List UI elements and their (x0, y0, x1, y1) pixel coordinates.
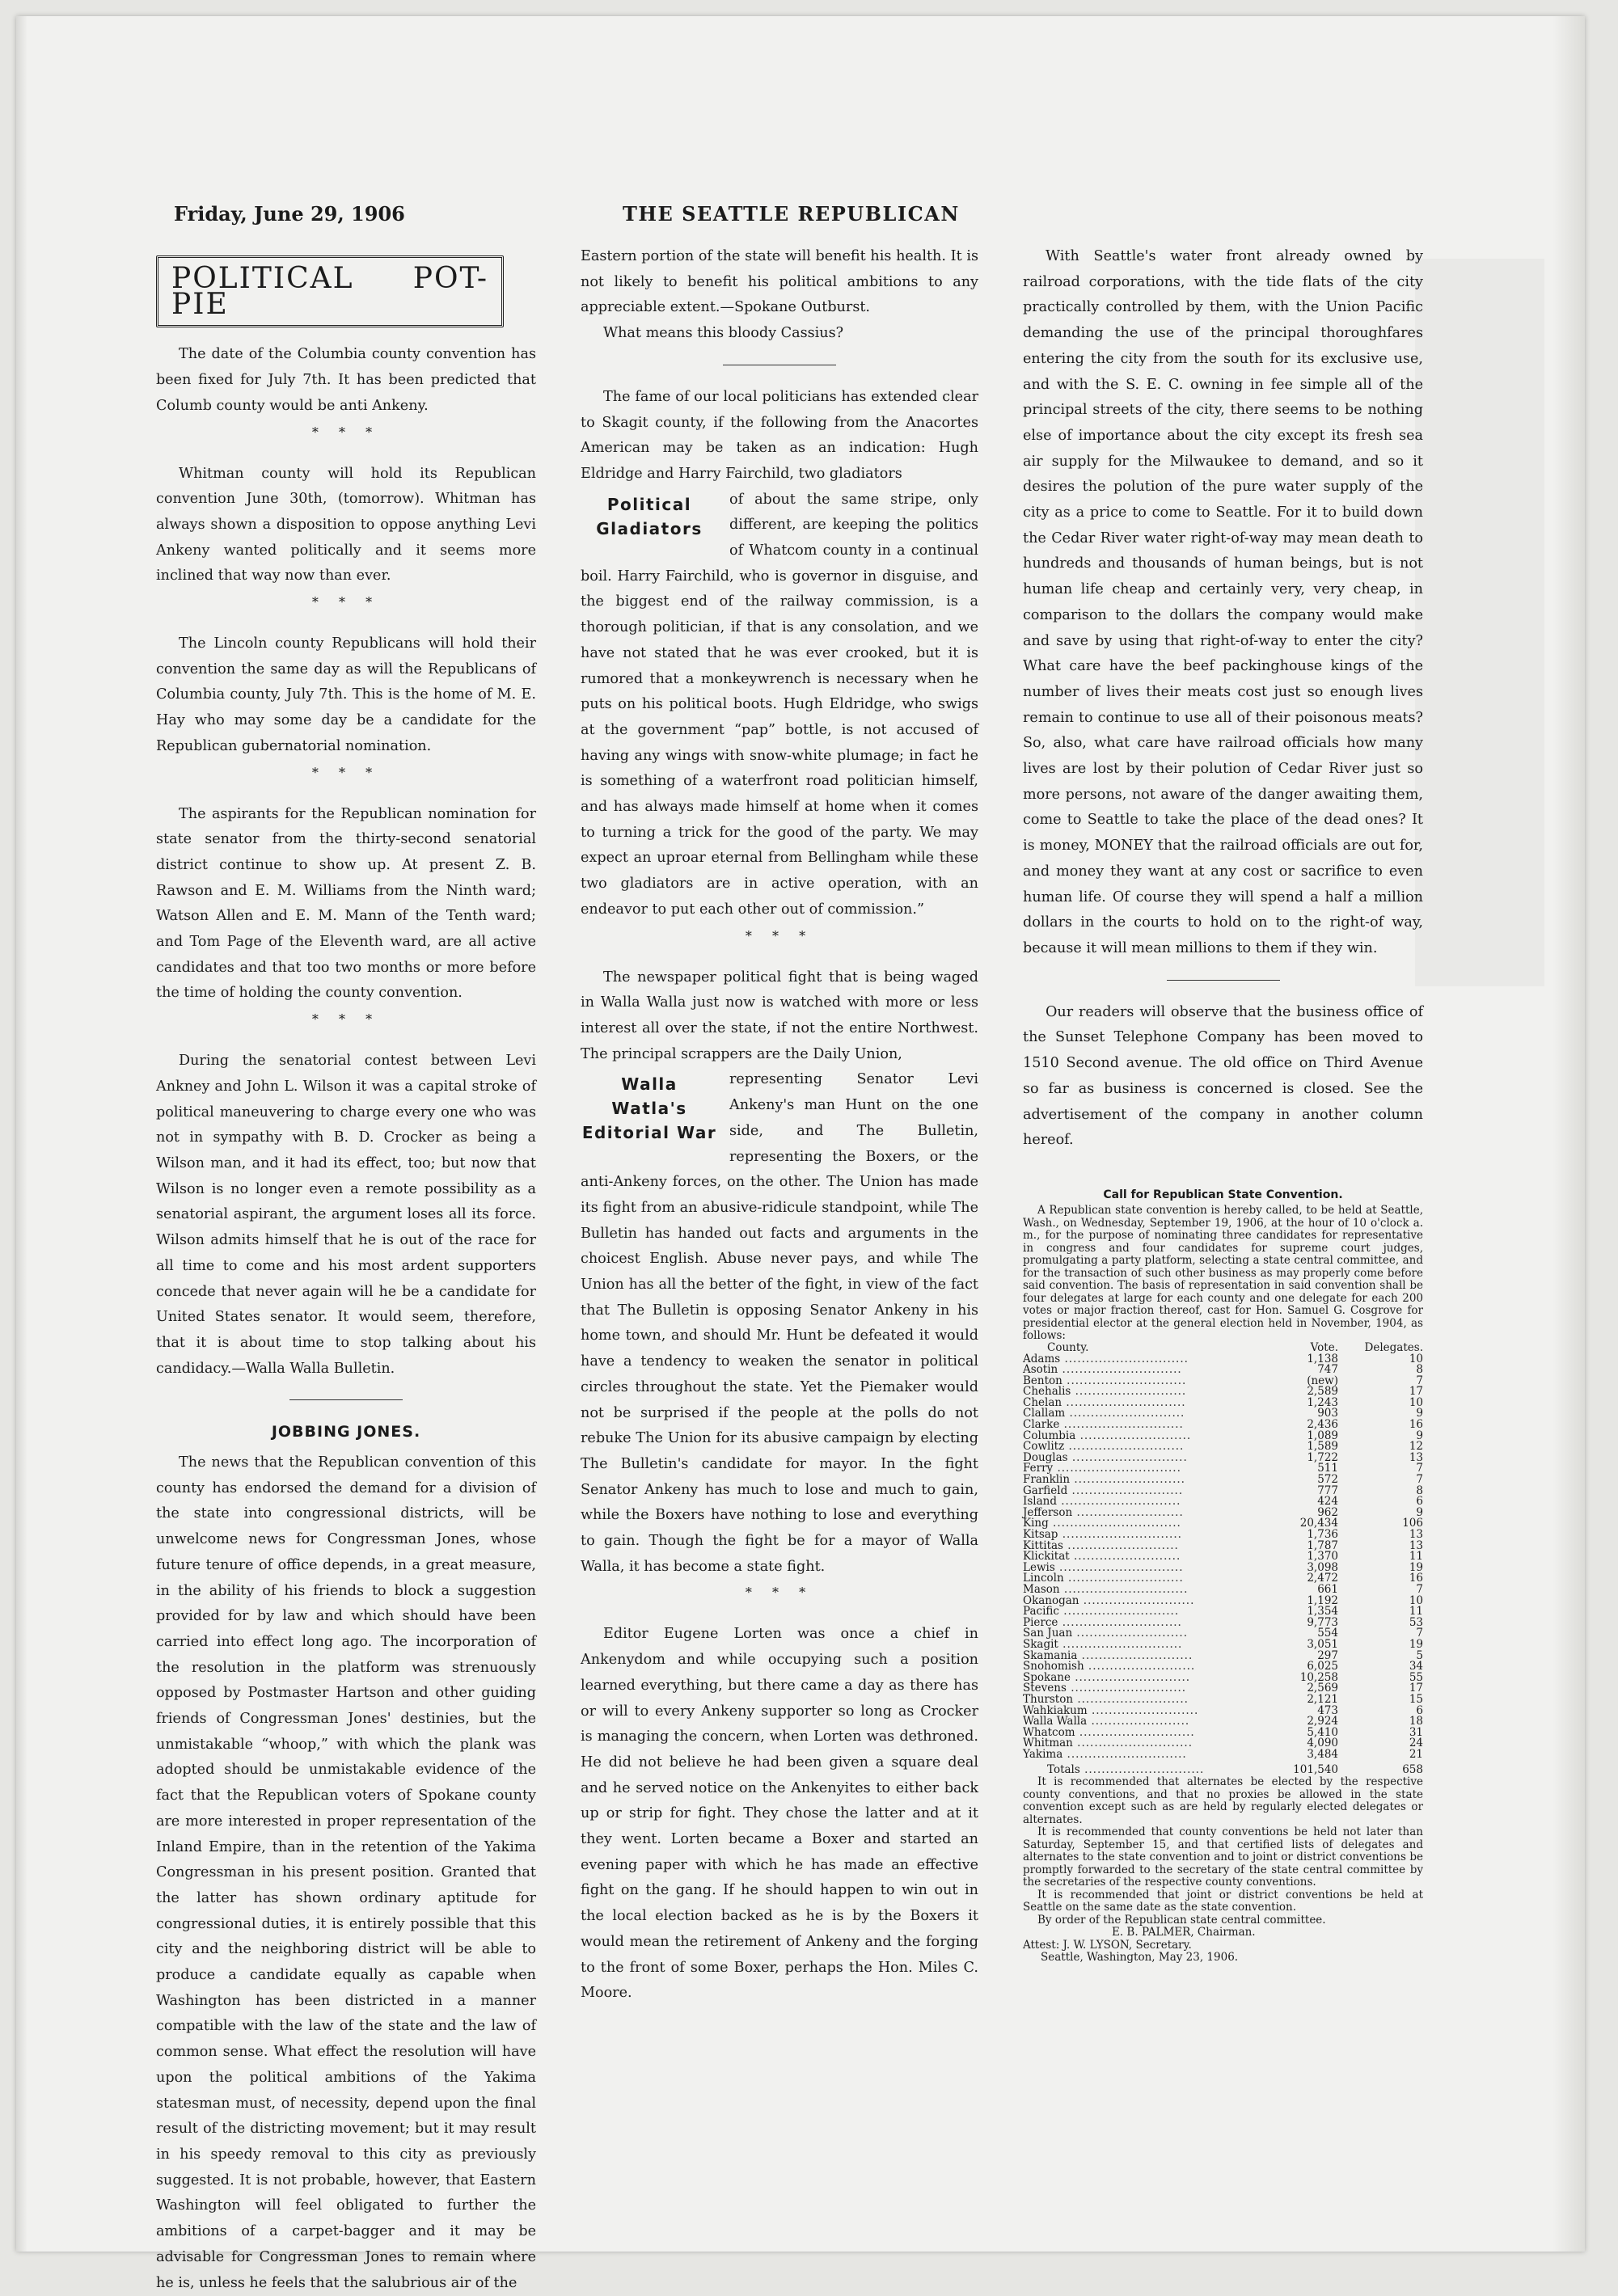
dot-leader: ......................... (1087, 1703, 1199, 1717)
county-name: Columbia .......................... (1023, 1429, 1192, 1442)
dot-leader: ............................ (1058, 1363, 1182, 1377)
county-delegates: 7 (1416, 1473, 1423, 1487)
county-vote: 297 (1317, 1648, 1338, 1662)
county-delegates: 31 (1409, 1725, 1423, 1739)
section-rule (1167, 980, 1280, 981)
county-name: Mason ............................. (1023, 1582, 1189, 1596)
dot-leader: .......................... (1071, 1385, 1187, 1399)
county-delegates: 10 (1409, 1352, 1423, 1365)
page-edge-shadow (1553, 16, 1585, 2252)
dot-leader: .......................... (1075, 1429, 1192, 1442)
county-name: Thurston .......................... (1023, 1692, 1189, 1706)
dot-leader: .......................... (1079, 1593, 1195, 1607)
county-name: King .............................. (1023, 1517, 1181, 1530)
article-paragraph: The fame of our local politicians has extended clear to Skagit county, if the following from the Anacortes American may be taken as an indication: Hugh Eldridge and Harry Fairchild, two gladiators (581, 388, 978, 482)
totals-label: Totals ............................ (1047, 1763, 1205, 1777)
county-delegates: 7 (1416, 1582, 1423, 1596)
county-name: Garfield .......................... (1023, 1484, 1184, 1497)
county-name: Skagit ............................ (1023, 1637, 1183, 1651)
dot-leader: ............................ (1062, 1747, 1187, 1761)
column-header: Delegates. (1364, 1340, 1423, 1354)
county-delegates: 15 (1409, 1692, 1423, 1706)
separator-stars: * * * (311, 1011, 381, 1028)
county-name: Lincoln ........................... (1023, 1572, 1184, 1585)
dot-leader: ............................ (1058, 1637, 1183, 1651)
dot-leader: ............................. (1059, 1582, 1189, 1596)
dot-leader: .......................... (1067, 1484, 1184, 1497)
county-name: Wahkiakum ......................... (1023, 1703, 1199, 1717)
dot-leader: ......................... (1069, 1550, 1181, 1564)
article-paragraph: The news that the Republican convention of this county has endorsed the demand for a division of the state into congressional districts, will be unwelcome news for Congressman Jones, whose future tenure of office depends, in a great measure, in the ability of his friends to block a suggestion provided for by law and which should have been carried into effect long ago. The incorporation of the resolution in the platform was strenuously opposed by Postmaster Hartson and other guiding friends of Congressman Jones' destinies, but the unmistakable “whoop,” with which the plank was adopted should be unmistakable evidence of the fact that the Republican voters of Spokane county are more interested in proper representation of the Inland Empire, than in the retention of the Yakima Congressman in his present position. Granted that the latter has shown ordinary aptitude for congressional duties, it is entirely possible that this city and the neighboring district will be able to produce a candidate equally as capable when Washington has been districted in a manner compatible with the law of the state and the law of common sense. What effect the resolution will have upon the political ambitions of the Yakima statesman must, of necessity, depend upon the final result of the districting movement; but it may result in his speedy removal to this city as previously suggested. It is not probable, however, that Eastern Washington will feel obligated to further the ambitions of a carpet-bagger and it may be advisable for Congressman Jones to remain where he is, unless he feels that the salubrious air of the (156, 1454, 536, 2291)
county-vote: 1,736 (1307, 1528, 1338, 1541)
county-name: Chehalis .......................... (1023, 1385, 1187, 1399)
dot-leader: ....................... (1087, 1715, 1190, 1728)
county-delegates: 7 (1416, 1462, 1423, 1475)
article-paragraph: Editor Eugene Lorten was once a chief in Ankenydom and while occupying such a position learned everything, but there came a day as there has or will to every Ankeny supporter so long as Crocker is managing the concern, when Lorten was dethroned. He did not believe he had been given a square deal and he served notice on the Ankenyites to either back up or strip for fight. They chose the latter and at it they went. Lorten became a Boxer and started an evening paper with which he has made an effective fight on the gang. If he should happen to win out in the local election backed as he is by the Boxers it would mean the retirement of Ankeny and the forging to the front of some Boxer, perhaps the Hon. Miles C. Moore. (581, 1626, 978, 2002)
table-row (1023, 1749, 1423, 1761)
county-delegates: 19 (1409, 1637, 1423, 1651)
column-header: County. (1047, 1340, 1089, 1354)
delegates-table (1023, 1340, 1423, 1761)
dot-leader: ............................ (1059, 1418, 1184, 1432)
county-delegates: 13 (1409, 1450, 1423, 1464)
article-paragraph: With Seattle's water front already owned by railroad corporations, with the tide flats of the city practically controlled by them, with the Union Pacific demanding the use of the principal thoroughfares entering the city from the south for its exclusive use, and with the S. E. C. owning in fee simple all of the principal streets of the city, there seems to be nothing else of importance about the city except its fresh sea air supply for the Milwaukee to demand, and so it desires the polution of the pure water supply of the city as a price to come to Seattle. For it to build down the Cedar River water right-of-way may mean death to hundreds and thousands of human beings, but is not human life cheap and certainly very, very cheap, in comparison to the dollars the company would make and save by using that right-of-way to enter the city? What care have the beef packinghouse kings of the number of lives their meats cost just so enough lives remain to continue to use all of their poisonous meats? So, also, what care have railroad officials how many lives are lost by their polution of Cedar River just so more persons, not aware of the danger awaiting them, come to Seattle to take the place of the dead ones? It is money, MONEY that the railroad officials are out for, and money they want at any cost or sacrifice to even human life. Of course they will spend a half a million dollars in the courts to hold on to the right-of way, because it will mean millions to them if they win. (1023, 248, 1423, 956)
convention-call-paragraph: It is recommended that county conventions be held not later than Saturday, September 15, and that certified lists of delegates and alternates to the state convention and to joint or district conventions be promptly forwarded to the secretary of the state central committee by the secretaries of the respective county conventions. (1023, 1825, 1423, 1889)
totals-delegates: 658 (1402, 1763, 1423, 1777)
county-name: Clallam ........................... (1023, 1407, 1185, 1420)
side-headline-gladiators (581, 492, 718, 541)
county-delegates: 13 (1409, 1538, 1423, 1552)
county-vote: 3,484 (1307, 1747, 1338, 1761)
county-name: Island ............................ (1023, 1495, 1181, 1509)
county-name: Whatcom ........................... (1023, 1725, 1195, 1739)
dot-leader: ........................... (1064, 1440, 1185, 1454)
county-delegates: 11 (1409, 1550, 1423, 1564)
column-1 (156, 244, 536, 2296)
dot-leader: ........................... (1075, 1725, 1195, 1739)
county-vote: 10,258 (1299, 1670, 1338, 1684)
county-delegates: 24 (1409, 1737, 1423, 1750)
separator-stars: * * * (745, 927, 814, 943)
county-vote: 4,090 (1307, 1737, 1338, 1750)
county-vote: 2,569 (1307, 1682, 1338, 1695)
county-name: Cowlitz ........................... (1023, 1440, 1185, 1454)
article-paragraph: Eastern portion of the state will benefit his health. It is not likely to benefit his political ambitions to any appreciable extent.—Spokane Outburst. (581, 248, 978, 316)
dot-leader: ............................ (1062, 1374, 1187, 1387)
county-name: Benton ............................ (1023, 1374, 1187, 1387)
dot-leader: ........................... (1065, 1407, 1185, 1420)
county-vote: 424 (1317, 1495, 1338, 1509)
side-headline-line: Gladiators (596, 518, 703, 538)
dot-leader: ........................... (1063, 1572, 1184, 1585)
county-vote: 903 (1317, 1407, 1338, 1420)
county-name: Pacific ........................... (1023, 1605, 1180, 1619)
county-vote: 554 (1317, 1627, 1338, 1640)
dot-leader: ........................... (1072, 1737, 1193, 1750)
county-name: Yakima ............................ (1023, 1747, 1187, 1761)
totals-table (1023, 1765, 1423, 1776)
county-name: Spokane ........................... (1023, 1670, 1191, 1684)
county-vote: 1,722 (1307, 1450, 1338, 1464)
county-delegates: 53 (1409, 1615, 1423, 1629)
county-vote: 1,243 (1307, 1395, 1338, 1409)
county-name: Kittitas .......................... (1023, 1538, 1179, 1552)
county-delegates: 11 (1409, 1605, 1423, 1619)
county-vote: 511 (1317, 1462, 1338, 1475)
county-delegates: 17 (1409, 1385, 1423, 1399)
convention-call (1023, 1189, 1423, 1965)
county-vote: 2,472 (1307, 1572, 1338, 1585)
side-headline-line: Political (606, 494, 692, 514)
county-name: San Juan .......................... (1023, 1627, 1189, 1640)
article-paragraph: The Lincoln county Republicans will hold their convention the same day as will the Republicans of Columbia county, July 7th. This is the home of M. E. Hay who may some day be a candidate for the Republican gubernatorial nomination. (156, 635, 536, 754)
dot-leader: ........................... (1066, 1682, 1187, 1695)
county-delegates: 8 (1416, 1363, 1423, 1377)
delegates-table-body (1023, 1354, 1423, 1761)
county-delegates: 5 (1416, 1648, 1423, 1662)
convention-call-paragraph: By order of the Republican state central committee. (1037, 1913, 1326, 1927)
article-paragraph: Whitman county will hold its Republican convention June 30th, (tomorrow). Whitman has always shown a disposition to oppose anything Levi Ankeny wanted politically and it seems more inclined that way now than ever. (156, 465, 536, 585)
dot-leader: .............................. (1048, 1517, 1181, 1530)
county-delegates: 10 (1409, 1395, 1423, 1409)
county-name: Okanogan .......................... (1023, 1593, 1195, 1607)
article-paragraph: During the senatorial contest between Levi Ankney and John L. Wilson it was a capital stroke of political maneuvering to charge every one who was not in sympathy with B. D. Crocker as being a Wilson man, and it had its effect, too; but now that Wilson is no longer even a remote possibility as a senatorial aspirant, the argument loses all its force. Wilson admits himself that he is out of the race for all time to come and his most ardent supporters concede that never again will he be a candidate for United States senator. It would seem, therefore, that it is about time to stop talking about his candidacy.—Walla Walla Bulletin. (156, 1053, 536, 1377)
section-rule (289, 1399, 403, 1400)
dot-leader: .......................... (1072, 1627, 1189, 1640)
county-delegates: 7 (1416, 1374, 1423, 1387)
county-vote: 2,121 (1307, 1692, 1338, 1706)
convention-call-headline: Call for Republican State Convention. (1103, 1188, 1343, 1201)
article-paragraph: The date of the Columbia county convention has been fixed for July 7th. It has been predicted that Columb county would be anti Ankeny. (156, 346, 536, 414)
totals-row (1023, 1765, 1423, 1776)
county-delegates: 6 (1416, 1495, 1423, 1509)
county-delegates: 17 (1409, 1682, 1423, 1695)
county-name: Whitman ........................... (1023, 1737, 1193, 1750)
county-vote: 6,025 (1307, 1660, 1338, 1673)
article-paragraph: The newspaper political fight that is being waged in Walla Walla just now is watched with more or less interest all over the state, if not the entire Northwest. The principal scrappers are the Daily Union, (581, 969, 978, 1062)
dot-leader: ............................ (1058, 1528, 1182, 1541)
county-name: Lewis ............................. (1023, 1560, 1184, 1574)
county-delegates: 106 (1402, 1517, 1423, 1530)
county-vote: (new) (1307, 1374, 1338, 1387)
column-2 (581, 244, 978, 2007)
county-vote: 2,589 (1307, 1385, 1338, 1399)
county-name: Klickitat ......................... (1023, 1550, 1181, 1564)
county-vote: 2,924 (1307, 1715, 1338, 1728)
side-headline-line: Editorial War (581, 1123, 717, 1143)
county-name: Clarke ............................ (1023, 1418, 1184, 1432)
county-delegates: 6 (1416, 1703, 1423, 1717)
article-headline: JOBBING JONES. (271, 1423, 421, 1441)
county-vote: 1,089 (1307, 1429, 1338, 1442)
county-delegates: 55 (1409, 1670, 1423, 1684)
side-headline-line: Walla Watla's (611, 1074, 687, 1119)
county-vote: 1,138 (1307, 1352, 1338, 1365)
county-delegates: 7 (1416, 1627, 1423, 1640)
county-delegates: 21 (1409, 1747, 1423, 1761)
county-vote: 777 (1317, 1484, 1338, 1497)
county-vote: 1,589 (1307, 1440, 1338, 1454)
county-delegates: 9 (1416, 1407, 1423, 1420)
newspaper-name: THE SEATTLE REPUBLICAN (623, 202, 960, 226)
dot-leader: .......................... (1073, 1692, 1189, 1706)
county-name: Jefferson ......................... (1023, 1505, 1184, 1519)
county-delegates: 18 (1409, 1715, 1423, 1728)
dot-leader: ............................. (1054, 1560, 1184, 1574)
dot-leader: .......................... (1077, 1648, 1193, 1662)
county-delegates: 12 (1409, 1440, 1423, 1454)
dot-leader: ............................. (1060, 1352, 1189, 1365)
dot-leader: ........................... (1070, 1670, 1191, 1684)
county-delegates: 8 (1416, 1484, 1423, 1497)
dot-leader: ............................ (1079, 1763, 1205, 1777)
county-delegates: 16 (1409, 1418, 1423, 1432)
county-vote: 3,098 (1307, 1560, 1338, 1574)
dot-leader: ........................... (1067, 1450, 1188, 1464)
dot-leader: ............................ (1062, 1395, 1186, 1409)
county-vote: 1,354 (1307, 1605, 1338, 1619)
dot-leader: ........................... (1058, 1605, 1180, 1619)
county-name: Pierce ............................ (1023, 1615, 1182, 1629)
county-delegates: 10 (1409, 1593, 1423, 1607)
bleed-through-smudge (1415, 259, 1544, 986)
county-name: Snohomish ......................... (1023, 1660, 1196, 1673)
issue-date: Friday, June 29, 1906 (174, 202, 405, 226)
dot-leader: .......................... (1062, 1538, 1179, 1552)
dot-leader: .......................... (1070, 1473, 1185, 1487)
dot-leader: ............................. (1053, 1462, 1181, 1475)
article-paragraph: The aspirants for the Republican nomination for state senator from the thirty-second senatorial district continue to show up. At present Z. B. Rawson and E. M. Williams from the Ninth ward; Watson Allen and E. M. Mann of the Tenth ward; and Tom Page of the Eleventh ward, are all active candidates and that too two months or more before the time of holding the county convention. (156, 805, 536, 1002)
county-delegates: 9 (1416, 1429, 1423, 1442)
county-delegates: 16 (1409, 1572, 1423, 1585)
county-name: Ferry ............................. (1023, 1462, 1181, 1475)
county-name: Franklin .......................... (1023, 1473, 1185, 1487)
county-delegates: 9 (1416, 1505, 1423, 1519)
county-vote: 1,192 (1307, 1593, 1338, 1607)
county-name: Douglas ........................... (1023, 1450, 1188, 1464)
article-paragraph: Our readers will observe that the business office of the Sunset Telephone Company has been moved to 1510 Second avenue. The old office on Third Avenue so far as business is concerned is closed. See the advertisement of the company in another column hereof. (1023, 1003, 1423, 1149)
county-vote: 1,370 (1307, 1550, 1338, 1564)
county-vote: 747 (1317, 1363, 1338, 1377)
county-name: Kitsap ............................ (1023, 1528, 1182, 1541)
section-title: POLITICAL POT-PIE (156, 255, 504, 327)
county-delegates: 19 (1409, 1560, 1423, 1574)
separator-stars: * * * (745, 1585, 814, 1601)
county-delegates: 13 (1409, 1528, 1423, 1541)
dot-leader: ......................... (1072, 1505, 1184, 1519)
county-vote: 2,436 (1307, 1418, 1338, 1432)
county-name: Skamania .......................... (1023, 1648, 1193, 1662)
signature-place-date: Seattle, Washington, May 23, 1906. (1041, 1951, 1239, 1965)
dot-leader: ............................ (1058, 1615, 1182, 1629)
page-fold-shadow (16, 16, 27, 2252)
county-name: Walla Walla ....................... (1023, 1715, 1190, 1728)
county-name: Chelan ............................ (1023, 1395, 1186, 1409)
county-vote: 962 (1317, 1505, 1338, 1519)
convention-call-paragraph: A Republican state convention is hereby called, to be held at Seattle, Wash., on Wednesday, September 19, 1906, at the hour of 10 o'clock a. m., for the purpose of nominating three candidates for representative in congress and four candidates for supreme court judges, promulgating a party platform, selecting a state central committee, and for the transaction of such other business as may properly come before said convention. The basis of representation in said convention shall be four delegates at large for each county and one delegate for each 200 votes or major fraction thereof, cast for Hon. Samuel G. Cosgrove for presidential elector at the general election held in November, 1904, as follows: (1023, 1204, 1423, 1343)
article-paragraph: What means this bloody Cassius? (603, 325, 844, 342)
separator-stars: * * * (311, 764, 381, 780)
separator-stars: * * * (311, 594, 381, 610)
dot-leader: ......................... (1084, 1660, 1196, 1673)
county-vote: 473 (1317, 1703, 1338, 1717)
side-headline-walla-walla (581, 1072, 718, 1145)
column-header: Vote. (1310, 1340, 1338, 1354)
signature-secretary: Attest: J. W. LYSON, Secretary. (1023, 1938, 1192, 1952)
county-vote: 572 (1317, 1473, 1338, 1487)
county-name: Asotin ............................ (1023, 1363, 1182, 1377)
totals-vote: 101,540 (1293, 1763, 1338, 1777)
article-paragraph: representing Senator Levi Ankeny's man Hunt on the one side, and The Bulletin, representing the Boxers, or the anti-Ankeny forces, on the other. The Union has made its fight from an abusive-ridicule standpoint, while The Bulletin has handed out facts and arguments in the choicest English. Abuse never pays, and while The Union has all the better of the fight, in view of the fact that The Bulletin is opposing Senator Ankeny in his home town, and should Mr. Hunt be defeated it would have a tendency to weaken the senator in political circles throughout the state. Yet the Piemaker would not be surprised if the people at the polls do not rebuke The Union for its abusive campaign by electing The Bulletin's candidate for mayor. In the fight Senator Ankeny has much to lose and much to gain, while the Boxers have nothing to lose and everything to gain. Though the fight be for a mayor of Walla Walla, it has become a state fight. (581, 1071, 978, 1575)
county-vote: 3,051 (1307, 1637, 1338, 1651)
county-name: Adams ............................. (1023, 1352, 1189, 1365)
county-delegates: 34 (1409, 1660, 1423, 1673)
convention-call-paragraph: It is recommended that alternates be elected by the respective county conventions, and that no proxies be allowed in the state convention except such as are held by regularly elected delegates or alternates. (1023, 1775, 1423, 1826)
separator-stars: * * * (311, 424, 381, 440)
county-vote: 5,410 (1307, 1725, 1338, 1739)
convention-call-paragraph: It is recommended that joint or district conventions be held at Seattle on the same date as the state convention. (1023, 1888, 1423, 1914)
county-vote: 9,773 (1307, 1615, 1338, 1629)
column-3 (1023, 244, 1423, 1965)
county-vote: 661 (1317, 1582, 1338, 1596)
county-name: Stevens ........................... (1023, 1682, 1187, 1695)
signature-chairman: E. B. PALMER, Chairman. (1112, 1926, 1256, 1939)
county-vote: 1,787 (1307, 1538, 1338, 1552)
article-paragraph: of about the same stripe, only different, are keeping the politics of Whatcom county in a continual boil. Harry Fairchild, who is governor in disguise, and the biggest end of the railway commission, is a thorough politician, if that is any consolation, and we have not stated that he was ever crooked, but it is rumored that a monkeywrench is necessary when he puts on his political boots. Hugh Eldridge, who swigs at the government “pap” bottle, is not accused of having any wings with snow-white plumage; in fact he is something of a waterfront road politician himself, and has always made himself at home when it comes to turning a trick for the good of the party. We may expect an uproar eternal from Bellingham while these two gladiators are in active operation, with an endeavor to put each other out of commission.” (581, 491, 978, 918)
county-vote: 20,434 (1299, 1517, 1338, 1530)
dot-leader: ............................ (1056, 1495, 1181, 1509)
